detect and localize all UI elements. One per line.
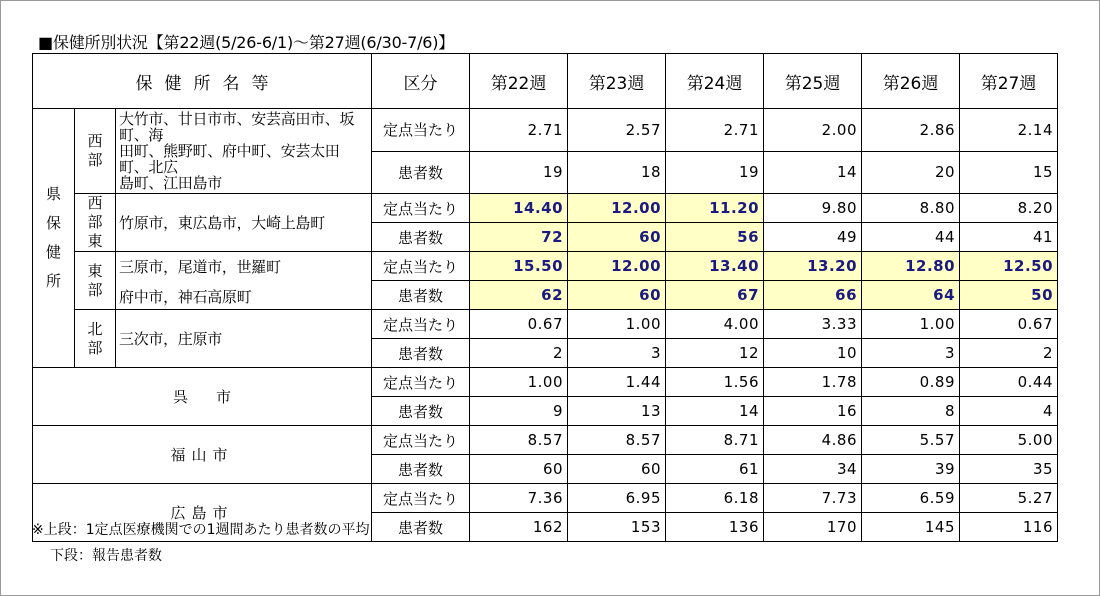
rate-value: 12.80 [862,252,960,281]
rate-value: 0.89 [862,368,960,397]
rate-value: 1.00 [568,310,666,339]
table-row [33,484,1058,513]
header-week: 第27週 [960,54,1058,109]
rate-value: 5.57 [862,426,960,455]
prefectural-char: 所 [45,272,61,290]
count-value: 14 [764,151,862,194]
rate-value: 7.36 [470,484,568,513]
area-list [116,194,372,252]
city-name: 広島市 [33,484,372,542]
kind-count: 患者数 [372,513,470,542]
count-value: 39 [862,455,960,484]
header-kind: 区分 [372,54,470,109]
city-name: 福山市 [33,426,372,484]
rate-value: 9.80 [764,194,862,223]
kind-rate: 定点当たり [372,194,470,223]
kind-count: 患者数 [372,281,470,310]
area-line: 府中市，神石高原町 [119,288,252,306]
count-value: 67 [666,281,764,310]
rate-value: 0.67 [960,310,1058,339]
rate-value: 13.40 [666,252,764,281]
count-value: 3 [568,339,666,368]
prefectural-char: 県 [45,185,61,203]
kind-count: 患者数 [372,339,470,368]
rate-value: 8.57 [470,426,568,455]
kind-count: 患者数 [372,397,470,426]
kind-rate: 定点当たり [372,484,470,513]
header-row [33,54,1058,109]
rate-value: 8.80 [862,194,960,223]
rate-value: 15.50 [470,252,568,281]
rate-value: 5.00 [960,426,1058,455]
area-list [116,310,372,368]
kind-count: 患者数 [372,455,470,484]
count-value: 8 [862,397,960,426]
rate-value: 12.50 [960,252,1058,281]
table-row [33,426,1058,455]
rate-value: 8.71 [666,426,764,455]
region-char: 部 [87,280,103,299]
region-char: 部 [87,338,103,357]
count-value: 153 [568,513,666,542]
area-line: 竹原市，東広島市，大崎上島町 [119,213,325,232]
header-week: 第25週 [764,54,862,109]
region-label [75,109,116,194]
count-value: 34 [764,455,862,484]
rate-value: 14.40 [470,194,568,223]
rate-value: 1.78 [764,368,862,397]
count-value: 60 [568,281,666,310]
rate-value: 1.00 [470,368,568,397]
count-value: 2 [470,339,568,368]
note-upper: ※上段：1定点医療機関での1週間あたり患者数の平均 [32,522,370,538]
count-value: 60 [470,455,568,484]
kind-count: 患者数 [372,151,470,194]
count-value: 72 [470,223,568,252]
rate-value: 0.44 [960,368,1058,397]
rate-value: 2.57 [568,109,666,152]
area-list [116,252,372,310]
rate-value: 4.86 [764,426,862,455]
prefectural-label [33,109,75,368]
rate-value: 4.00 [666,310,764,339]
page-title: ■保健所別状況【第22週(5/26-6/1)～第27週(6/30-7/6)】 [38,33,455,52]
count-value: 12 [666,339,764,368]
region-char: 部 [87,151,103,169]
rate-value: 6.95 [568,484,666,513]
count-value: 20 [862,151,960,194]
city-name: 呉市 [33,368,372,426]
count-value: 19 [666,151,764,194]
kind-rate: 定点当たり [372,109,470,152]
rate-value: 12.00 [568,194,666,223]
area-line: 大竹市、廿日市市、安芸高田市、坂町、海 [119,110,355,144]
kind-count: 患者数 [372,223,470,252]
rate-value: 1.56 [666,368,764,397]
region-label [75,194,116,252]
header-week: 第26週 [862,54,960,109]
region-char: 西 [87,194,103,212]
count-value: 66 [764,281,862,310]
count-value: 13 [568,397,666,426]
table-row [33,109,1058,152]
count-value: 9 [470,397,568,426]
count-value: 60 [568,455,666,484]
region-char: 西 [87,132,103,150]
rate-value: 12.00 [568,252,666,281]
region-char: 北 [87,319,103,338]
rate-value: 6.59 [862,484,960,513]
header-week: 第23週 [568,54,666,109]
rate-value: 2.71 [666,109,764,152]
region-label [75,310,116,368]
rate-value: 1.44 [568,368,666,397]
count-value: 49 [764,223,862,252]
count-value: 3 [862,339,960,368]
kind-rate: 定点当たり [372,368,470,397]
count-value: 2 [960,339,1058,368]
count-value: 10 [764,339,862,368]
table-row [33,252,1058,281]
count-value: 16 [764,397,862,426]
rate-value: 11.20 [666,194,764,223]
region-char: 部 [87,213,103,231]
area-line: 田町、熊野町、府中町、安芸太田町、北広 [119,142,340,176]
health-center-table [32,53,1058,542]
table-row [33,194,1058,223]
table-row [33,368,1058,397]
count-value: 145 [862,513,960,542]
kind-rate: 定点当たり [372,310,470,339]
count-value: 64 [862,281,960,310]
count-value: 136 [666,513,764,542]
area-list [116,109,372,194]
prefectural-char: 健 [45,243,61,261]
count-value: 15 [960,151,1058,194]
rate-value: 6.18 [666,484,764,513]
rate-value: 8.57 [568,426,666,455]
header-name: 保健所名等 [33,54,372,109]
region-char: 東 [87,261,103,280]
rate-value: 2.86 [862,109,960,152]
header-week: 第24週 [666,54,764,109]
rate-value: 5.27 [960,484,1058,513]
rate-value: 0.67 [470,310,568,339]
header-week: 第22週 [470,54,568,109]
count-value: 60 [568,223,666,252]
rate-value: 13.20 [764,252,862,281]
table-row [33,310,1058,339]
count-value: 61 [666,455,764,484]
count-value: 35 [960,455,1058,484]
rate-value: 3.33 [764,310,862,339]
area-line: 三原市，尾道市，世羅町 [119,258,281,276]
rate-value: 7.73 [764,484,862,513]
rate-value: 8.20 [960,194,1058,223]
count-value: 4 [960,397,1058,426]
count-value: 41 [960,223,1058,252]
count-value: 62 [470,281,568,310]
rate-value: 2.71 [470,109,568,152]
count-value: 14 [666,397,764,426]
count-value: 162 [470,513,568,542]
region-label [75,252,116,310]
count-value: 116 [960,513,1058,542]
count-value: 170 [764,513,862,542]
prefectural-char: 保 [45,214,61,232]
region-char: 東 [87,232,103,250]
count-value: 44 [862,223,960,252]
kind-rate: 定点当たり [372,252,470,281]
rate-value: 2.00 [764,109,862,152]
rate-value: 2.14 [960,109,1058,152]
kind-rate: 定点当たり [372,426,470,455]
area-line: 島町、江田島市 [119,174,222,192]
area-line: 三次市，庄原市 [119,329,222,348]
count-value: 50 [960,281,1058,310]
count-value: 18 [568,151,666,194]
count-value: 56 [666,223,764,252]
note-lower: 下段：報告患者数 [50,548,162,564]
rate-value: 1.00 [862,310,960,339]
count-value: 19 [470,151,568,194]
